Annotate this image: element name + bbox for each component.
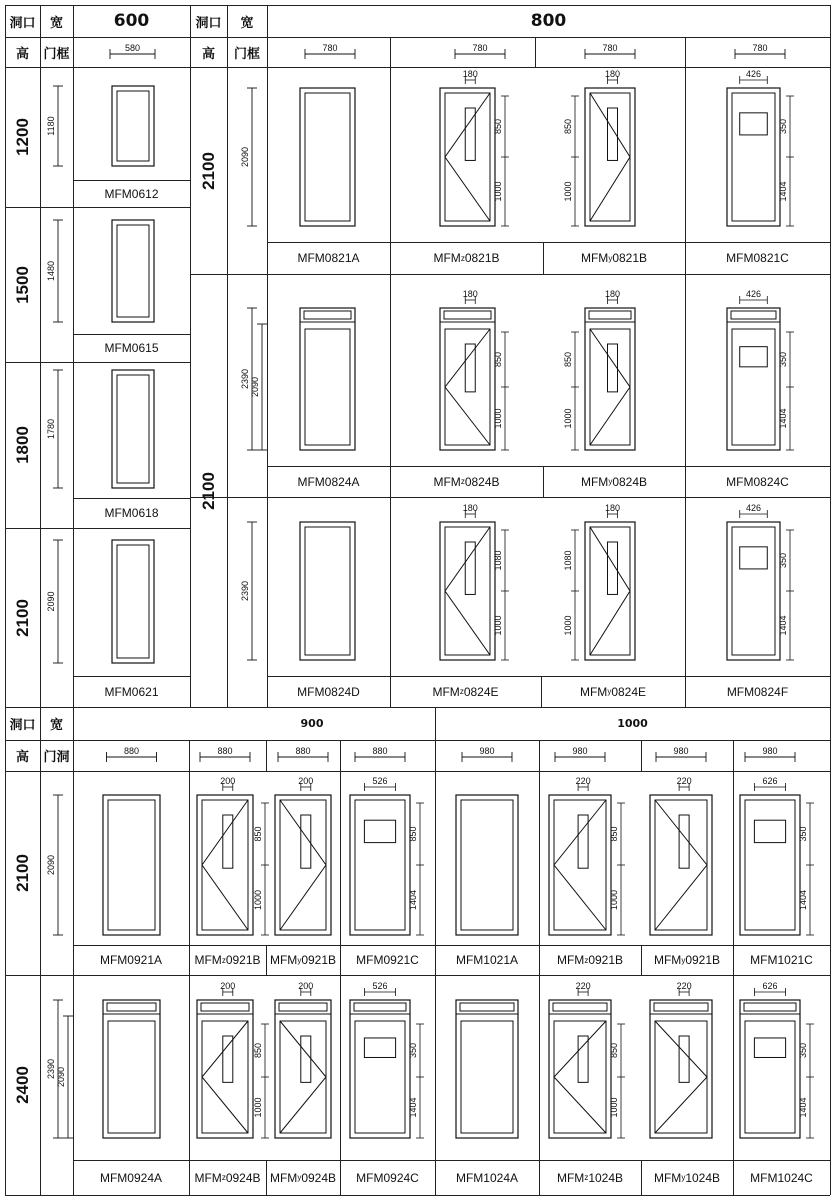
bottom-door-code-1-7 (733, 1160, 830, 1195)
door-code-hand: y (297, 1173, 302, 1182)
bottom-door-elevation-0-5 (549, 776, 619, 935)
door-code-suffix: 0824E (463, 684, 499, 699)
door-code-hand: z (459, 687, 464, 696)
door-code-prefix: MFM (556, 953, 585, 967)
door-elevation-2-0 (300, 522, 355, 660)
upper-dimension-text: 350 (408, 1042, 418, 1059)
door-code-text: MFM0924C (356, 1170, 419, 1185)
block-height-1-text: 2100 (198, 471, 218, 510)
door-code-prefix: MFM (433, 251, 461, 265)
bottom-door-elevation-0-0 (103, 795, 160, 935)
width-dimension-text: 580 (124, 43, 141, 53)
vision-width-text: 200 (220, 776, 236, 786)
lower-dimension-text: 1000 (493, 408, 503, 429)
width-dimension-text: 880 (217, 746, 233, 756)
door-code-2-2 (541, 676, 685, 707)
block-height-0 (190, 67, 227, 274)
bottom-door-elevation-0-2 (253, 776, 331, 935)
door-code-suffix: 0921B (588, 953, 624, 967)
door-code-text: MFM0621 (104, 684, 159, 699)
door-mfm06-1 (112, 220, 154, 322)
upper-dimension-text: 850 (493, 118, 503, 135)
upper-dimension-text: 850 (609, 1042, 619, 1059)
door-code-left-1 (73, 334, 190, 362)
grid-line (40, 707, 41, 1195)
door-code-hand: z (221, 955, 226, 965)
door-code-text: MFM0824F (726, 684, 789, 699)
width-dimension-text: 780 (472, 43, 488, 53)
bottom-row-height-0-text: 2100 (12, 854, 32, 892)
door-code-hand: y (608, 253, 613, 263)
window-width-text: 526 (372, 776, 388, 786)
door-mfm06-3 (112, 540, 154, 663)
lower-dimension-text: 1404 (798, 889, 808, 911)
lower-dimension-text: 1000 (563, 408, 573, 429)
door-code-prefix: MFM (432, 684, 460, 699)
door-elevation-0-3 (727, 69, 788, 226)
door-elevation-2-1 (440, 503, 503, 660)
upper-dimension-text: 850 (493, 351, 503, 368)
door-code-1-3 (685, 466, 830, 497)
door-code-suffix: 0921B (685, 953, 721, 967)
height-dimension-text: 1780 (46, 418, 56, 440)
vision-width-text: 220 (575, 776, 591, 786)
header-height-label-2: 高 (201, 46, 215, 62)
door-code-text: MFM0921A (99, 953, 163, 967)
bottom-door-elevation-1-4 (456, 1000, 518, 1138)
upper-dimension-text: 850 (563, 118, 573, 135)
height-dimension-text: 2390 (46, 1058, 56, 1080)
door-elevation-1-3 (727, 289, 788, 450)
vision-width-text: 200 (220, 981, 236, 991)
lower-dimension-text: 1000 (609, 889, 619, 911)
grid-line (5, 771, 830, 772)
door-code-hand: y (608, 477, 613, 486)
height-dimension-text: 2390 (240, 580, 250, 602)
block-height-0-text: 2100 (198, 151, 218, 190)
grid-line (5, 740, 830, 741)
lower-dimension-text: 1404 (408, 1097, 418, 1118)
bottom-door-code-1-6 (641, 1160, 733, 1195)
header-hole-label-2: 洞口 (195, 15, 222, 31)
door-code-hand: z (460, 253, 465, 263)
door-code-hand: z (584, 955, 589, 965)
window-width-text: 526 (372, 981, 388, 991)
row-height-2-text: 1800 (12, 426, 32, 464)
lower-dimension-text: 1000 (253, 1097, 263, 1118)
upper-dimension-text: 350 (778, 351, 788, 368)
door-elevation-0-2 (563, 69, 635, 226)
row-height-0 (5, 67, 40, 207)
lower-dimension-text: 1404 (778, 181, 788, 202)
upper-dimension-text: 1080 (493, 550, 503, 571)
grid-line (390, 37, 391, 707)
header-frame-label: 门框 (43, 46, 70, 62)
width-dimension-text: 980 (762, 746, 778, 756)
height-dimension-text: 2090 (56, 1066, 66, 1088)
door-code-2-1 (390, 676, 541, 707)
door-elevation-2-3 (727, 503, 788, 660)
door-code-suffix: 0924B (301, 1170, 337, 1185)
door-code-suffix: 0921B (225, 953, 261, 967)
header-width-600: 600 (113, 11, 150, 31)
door-code-0-3 (685, 242, 830, 274)
grid-line (190, 274, 830, 275)
bottom-door-elevation-1-0 (103, 1000, 160, 1138)
bottom-door-elevation-0-4 (456, 795, 518, 935)
width-dimension-text: 980 (673, 746, 689, 756)
bottom-door-code-0-0 (73, 945, 189, 975)
upper-dimension-text: 350 (798, 826, 808, 842)
header-width-1000: 1000 (617, 717, 648, 730)
door-code-text: MFM1021A (455, 953, 519, 967)
door-code-hand: z (460, 477, 465, 486)
bottom-row-height-1-text: 2400 (12, 1066, 32, 1104)
height-dimension-text: 2390 (240, 368, 250, 390)
door-code-1-0 (267, 466, 390, 497)
door-elevation-1-0 (300, 308, 355, 450)
header-width-label: 宽 (49, 15, 63, 31)
door-code-prefix: MFM (653, 953, 682, 967)
width-dimension-text: 880 (372, 746, 388, 756)
bottom-door-code-0-3 (340, 945, 435, 975)
vision-width-text: 180 (462, 503, 478, 513)
vision-width-text: 180 (462, 289, 478, 299)
lower-dimension-text: 1000 (563, 181, 573, 202)
door-elevation-1-2 (563, 289, 635, 450)
door-code-1-1 (390, 466, 543, 497)
bottom-door-code-0-4 (435, 945, 539, 975)
door-code-0-2 (543, 242, 685, 274)
width-dimension-text: 880 (295, 746, 311, 756)
width-dimension-text: 980 (572, 746, 588, 756)
header-frame-label-2: 门框 (233, 46, 260, 62)
bottom-door-elevation-1-2 (253, 981, 331, 1138)
door-code-prefix: MFM (433, 474, 461, 489)
grid-line (267, 5, 268, 707)
door-code-suffix: 1024B (588, 1170, 624, 1185)
vision-width-text: 180 (604, 289, 621, 299)
vision-width-text: 220 (575, 981, 591, 991)
bottom-door-code-0-7 (733, 945, 830, 975)
height-dimension-text: 2090 (250, 376, 260, 398)
door-elevation-2-2 (563, 503, 635, 660)
bottom-door-code-0-6 (641, 945, 733, 975)
door-code-suffix: 0821B (464, 251, 500, 265)
vision-width-text: 180 (462, 69, 478, 79)
grid-line (5, 975, 830, 976)
block-height-1 (190, 274, 227, 707)
door-code-hand: y (607, 687, 612, 696)
header-width-800: 800 (530, 11, 567, 31)
door-elevation-0-1 (440, 69, 503, 226)
door-code-suffix: 0824B (464, 474, 500, 489)
door-code-suffix: 0921B (301, 953, 337, 967)
bottom-door-code-0-5 (539, 945, 641, 975)
upper-dimension-text: 850 (408, 826, 418, 842)
door-code-suffix: 1024B (685, 1170, 721, 1185)
door-code-prefix: MFM (579, 684, 608, 699)
width-dimension-text: 780 (752, 43, 768, 53)
bottom-door-elevation-1-6 (650, 981, 712, 1138)
door-code-1-2 (543, 466, 685, 497)
door-code-prefix: MFM (653, 1170, 682, 1185)
door-code-2-3 (685, 676, 830, 707)
door-code-prefix: MFM (269, 953, 298, 967)
door-code-hand: z (584, 1173, 589, 1182)
door-code-suffix: 0824E (611, 684, 647, 699)
door-mfm06-0 (112, 86, 154, 166)
lower-dimension-text: 1404 (798, 1097, 808, 1118)
vision-width-text: 180 (604, 503, 621, 513)
upper-dimension-text: 350 (798, 1042, 808, 1059)
vision-width-text: 220 (676, 981, 692, 991)
row-height-2 (5, 362, 40, 528)
door-code-text: MFM0824C (726, 474, 789, 489)
grid-line (266, 740, 267, 771)
height-dimension-text: 1180 (46, 116, 56, 136)
door-code-prefix: MFM (194, 1170, 222, 1185)
upper-dimension-text: 850 (253, 826, 263, 842)
grid-line (685, 37, 686, 707)
window-width-text: 626 (762, 981, 778, 991)
door-code-prefix: MFM (269, 1170, 298, 1185)
bottom-row-height-0 (5, 771, 40, 975)
bottom-header-hole-label: 洞口 (9, 718, 36, 733)
lower-dimension-text: 1404 (408, 889, 418, 911)
bottom-door-elevation-0-7 (740, 776, 808, 935)
lower-dimension-text: 1000 (253, 889, 263, 911)
row-height-1-text: 1500 (12, 265, 32, 304)
upper-dimension-text: 1080 (563, 550, 573, 571)
door-code-prefix: MFM (580, 251, 609, 265)
vision-width-text: 200 (298, 776, 314, 786)
door-code-left-0 (73, 180, 190, 207)
vision-width-text: 180 (604, 69, 621, 79)
bottom-door-elevation-1-3 (350, 981, 418, 1138)
door-code-text: MFM0612 (104, 186, 159, 201)
window-width-text: 426 (745, 69, 762, 79)
door-code-text: MFM0924A (99, 1170, 163, 1185)
lower-dimension-text: 1000 (493, 615, 503, 636)
door-code-suffix: 0824B (612, 474, 648, 489)
upper-dimension-text: 850 (609, 826, 619, 842)
bottom-door-code-1-1 (189, 1160, 266, 1195)
door-code-0-1 (390, 242, 543, 274)
bottom-door-code-1-2 (266, 1160, 340, 1195)
door-code-text: MFM0824D (297, 684, 360, 699)
window-width-text: 626 (762, 776, 778, 786)
bottom-header-height-label: 高 (15, 750, 29, 765)
upper-dimension-text: 350 (778, 118, 788, 135)
door-elevation-1-1 (440, 289, 503, 450)
door-mfm06-2 (112, 370, 154, 488)
bottom-header-width-label: 宽 (49, 718, 63, 733)
door-code-text: MFM0821A (297, 251, 360, 265)
door-code-0-0 (267, 242, 390, 274)
door-code-hand: y (681, 1173, 686, 1182)
bottom-door-elevation-1-1 (197, 981, 253, 1138)
door-code-text: MFM0824A (297, 474, 360, 489)
height-dimension-text: 1480 (46, 260, 56, 282)
height-dimension-text: 2090 (240, 146, 250, 168)
width-dimension-text: 980 (479, 746, 495, 756)
height-dimension-text: 2090 (46, 591, 56, 612)
vision-width-text: 220 (676, 776, 692, 786)
door-code-text: MFM1021C (750, 953, 813, 967)
door-code-prefix: MFM (580, 474, 609, 489)
bottom-door-elevation-0-3 (350, 776, 418, 935)
bottom-door-code-0-2 (266, 945, 340, 975)
grid-line (641, 740, 642, 771)
door-code-left-2 (73, 498, 190, 528)
bottom-door-code-1-0 (73, 1160, 189, 1195)
door-code-left-3 (73, 676, 190, 707)
window-width-text: 426 (745, 289, 762, 299)
door-elevation-0-0 (300, 88, 355, 226)
upper-dimension-text: 350 (778, 552, 788, 569)
width-dimension-text: 780 (322, 43, 338, 53)
bottom-door-elevation-0-6 (650, 776, 712, 935)
header-hole-label: 洞口 (9, 15, 36, 31)
width-dimension-text: 880 (123, 746, 140, 756)
door-code-text: MFM1024A (455, 1170, 519, 1185)
bottom-header-frame-label: 门洞 (43, 750, 70, 765)
grid-line (535, 37, 536, 67)
bottom-border (5, 1195, 830, 1196)
bottom-door-code-1-5 (539, 1160, 641, 1195)
vision-width-text: 200 (298, 981, 314, 991)
grid-line (40, 5, 41, 707)
lower-dimension-text: 1000 (609, 1097, 619, 1118)
grid-line (190, 497, 830, 498)
header-width-label-2: 宽 (240, 15, 254, 31)
door-code-2-0 (267, 676, 390, 707)
right-border (830, 5, 831, 1195)
width-dimension-text: 780 (602, 43, 618, 53)
bottom-door-elevation-1-7 (740, 981, 808, 1138)
door-code-text: MFM0821C (726, 251, 789, 265)
row-height-0-text: 1200 (12, 118, 32, 156)
row-height-3 (5, 528, 40, 707)
door-code-text: MFM0921C (356, 953, 419, 967)
row-height-3-text: 2100 (12, 598, 32, 637)
height-dimension-text: 2090 (46, 854, 56, 876)
door-code-hand: y (681, 955, 686, 965)
grid-line (5, 37, 830, 38)
door-code-suffix: 0924B (225, 1170, 261, 1185)
door-code-hand: z (221, 1173, 226, 1182)
grid-line (227, 5, 228, 707)
door-code-hand: y (297, 955, 302, 965)
door-code-text: MFM1024C (750, 1170, 813, 1185)
door-code-text: MFM0618 (104, 506, 159, 520)
header-height-label: 高 (15, 46, 29, 62)
door-code-prefix: MFM (556, 1170, 585, 1185)
window-width-text: 426 (745, 503, 762, 513)
lower-dimension-text: 1000 (493, 181, 503, 202)
upper-dimension-text: 850 (563, 351, 573, 368)
lower-dimension-text: 1000 (563, 615, 573, 636)
lower-dimension-text: 1404 (778, 615, 788, 636)
bottom-door-code-1-3 (340, 1160, 435, 1195)
bottom-door-code-0-1 (189, 945, 266, 975)
lower-dimension-text: 1404 (778, 408, 788, 429)
bottom-row-height-1 (5, 975, 40, 1195)
bottom-door-elevation-0-1 (197, 776, 253, 935)
door-code-prefix: MFM (194, 953, 222, 967)
door-code-text: MFM0615 (104, 341, 159, 355)
row-height-1 (5, 207, 40, 362)
door-code-suffix: 0821B (612, 251, 648, 265)
upper-dimension-text: 850 (253, 1042, 263, 1059)
header-width-900: 900 (300, 717, 324, 730)
bottom-door-code-1-4 (435, 1160, 539, 1195)
bottom-door-elevation-1-5 (549, 981, 619, 1138)
